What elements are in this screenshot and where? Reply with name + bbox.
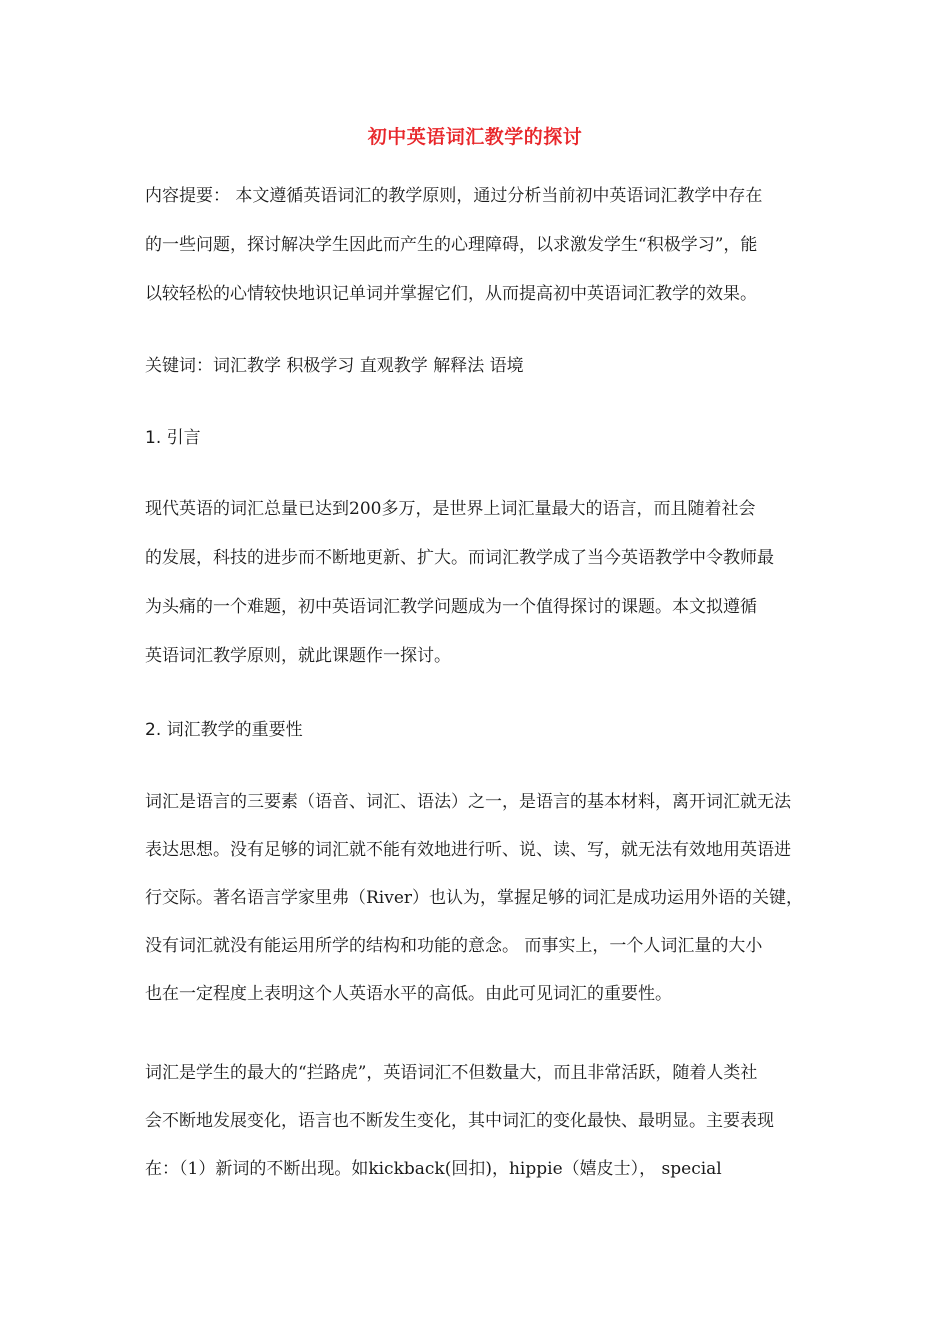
paragraph-line: 英语词汇教学原则，就此课题作一探讨。: [145, 646, 451, 666]
abstract-line: 内容提要： 本文遵循英语词汇的教学原则，通过分析当前初中英语词汇教学中存在: [145, 186, 763, 206]
abstract-paragraph: [145, 180, 810, 327]
paragraph-line: 会不断地发展变化，语言也不断发生变化，其中词汇的变化最快、最明显。主要表现: [145, 1111, 774, 1131]
section-1-heading: 1. 引言: [145, 428, 201, 448]
paragraph-line: 没有词汇就没有能运用所学的结构和功能的意念。 而事实上，一个人词汇量的大小: [145, 936, 763, 956]
paragraph-line: 也在一定程度上表明这个人英语水平的高低。由此可见词汇的重要性。: [145, 984, 672, 1004]
paragraph-line: 词汇是学生的最大的“拦路虎”，英语词汇不但数量大，而且非常活跃，随着人类社: [145, 1063, 758, 1083]
paragraph-line: 词汇是语言的三要素（语音、词汇、语法）之一，是语言的基本材料，离开词汇就无法: [145, 792, 791, 812]
abstract-line: 的一些问题，探讨解决学生因此而产生的心理障碍，以求激发学生“积极学习”，能: [145, 235, 758, 255]
abstract-line: 以较轻松的心情较快地识记单词并掌握它们，从而提高初中英语词汇教学的效果。: [145, 284, 757, 304]
document-title: 初中英语词汇教学的探讨: [367, 126, 583, 148]
section-2-heading: 2. 词汇教学的重要性: [145, 720, 303, 740]
keywords-line: 关键词：词汇教学 积极学习 直观教学 解释法 语境: [145, 356, 524, 376]
paragraph-line: 表达思想。没有足够的词汇就不能有效地进行听、说、读、写，就无法有效地用英语进: [145, 840, 791, 860]
paragraph-line: 行交际。著名语言学家里弗（River）也认为，掌握足够的词汇是成功运用外语的关键，: [145, 888, 804, 908]
section-1-paragraph: [145, 493, 810, 689]
section-2-paragraph-2: [145, 1057, 810, 1201]
paragraph-line: 在：（1）新词的不断出现。如kickback(回扣)，hippie（嬉皮士）， special: [145, 1159, 722, 1179]
paragraph-line: 现代英语的词汇总量已达到200多万，是世界上词汇量最大的语言，而且随着社会: [145, 499, 756, 519]
paragraph-line: 的发展，科技的进步而不断地更新、扩大。而词汇教学成了当今英语教学中令教师最: [145, 548, 774, 568]
paragraph-line: 为头痛的一个难题，初中英语词汇教学问题成为一个值得探讨的课题。本文拟遵循: [145, 597, 757, 617]
section-2-paragraph-1: [145, 786, 810, 1026]
